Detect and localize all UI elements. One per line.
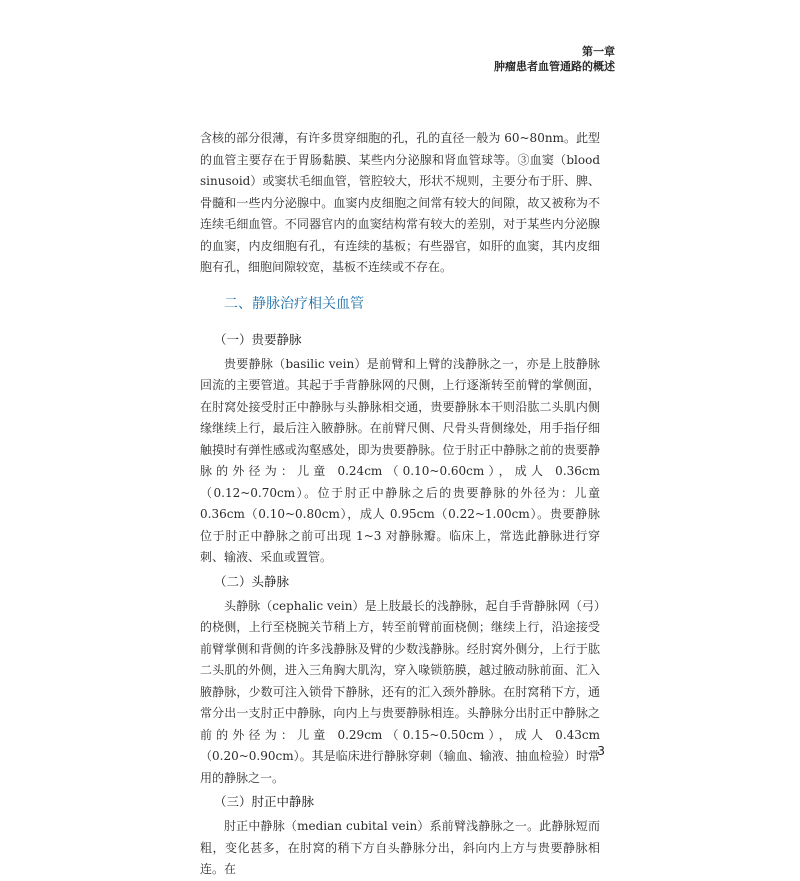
- chapter-label: 第一章: [582, 45, 615, 58]
- section-heading: 二、静脉治疗相关血管: [224, 295, 364, 312]
- subsection-heading-basilic-vein: （一）贵要静脉: [214, 331, 302, 347]
- cephalic-vein-paragraph: 头静脉（cephalic vein）是上肢最长的浅静脉，起自手背静脉网（弓）的桡侧，上行至桡腕关节稍上方，转至前臂前面桡侧；继续上行，沿途接受前臂掌侧和背侧的许多浅静脉及臂的少数浅静脉。经肘窝外侧分，上行于肱二头肌的外侧，进入三角胸大肌沟，穿入喙锁筋膜，越过腋动脉前面、汇入腋静脉，少数可注入锁骨下静脉，还有的汇入颈外静脉。在肘窝稍下方，通常分出一支肘正中静脉，向内上与贵要静脉相连。头静脉分出肘正中静脉之前的外径为：儿童 0.29cm（0.15~0.50cm），成人 0.43cm（0.20~0.90cm）。其是临床进行静脉穿刺（输血、输液、抽血检验）时常用的静脉之一。: [200, 598, 600, 785]
- basilic-vein-paragraph: 贵要静脉（basilic vein）是前臂和上臂的浅静脉之一，亦是上肢静脉回流的主要管道。其起于手背静脉网的尺侧，上行逐渐转至前臂的掌侧面，在肘窝处接受肘正中静脉与头静脉相交通，贵要静脉本干则沿肱二头肌内侧缘继续上行，最后注入腋静脉。在前臂尺侧、尺骨头背侧缘处，用手指仔细触摸时有弹性感或沟壑感处，即为贵要静脉。位于肘正中静脉之前的贵要静脉的外径为：儿童 0.24cm（0.10~0.60cm），成人 0.36cm（0.12~0.70cm）。位于肘正中静脉之后的贵要静脉的外径为：儿童 0.36cm（0.10~0.80cm），成人 0.95cm（0.22~1.00cm）。贵要静脉位于肘正中静脉之前可出现 1~3 对静脉瓣。临床上，常选此静脉进行穿刺、输液、采血或置管。: [200, 356, 600, 564]
- page-body: [200, 128, 600, 881]
- page-number: 3: [597, 744, 605, 758]
- running-header: [494, 44, 615, 74]
- subsection-heading-cephalic-vein: （二）头静脉: [214, 573, 290, 589]
- intro-paragraph: 含核的部分很薄，有许多贯穿细胞的孔，孔的直径一般为 60~80nm。此型的血管主要存在于胃肠黏膜、某些内分泌腺和肾血管球等。③血窦（blood sinusoid）或窦状毛细血管，管腔较大，形状不规则，主要分布于肝、脾、骨髓和一些内分泌腺中。血窦内皮细胞之间常有较大的间隙，故又被称为不连续毛细血管。不同器官内的血窦结构常有较大的差别，对于某些内分泌腺的血窦，内皮细胞有孔，有连续的基板；有些器官，如肝的血窦，其内皮细胞有孔，细胞间隙较宽，基板不连续或不存在。: [200, 131, 600, 274]
- subsection-heading-median-cubital-vein: （三）肘正中静脉: [214, 794, 315, 809]
- median-cubital-vein-paragraph: 肘正中静脉（median cubital vein）系前臂浅静脉之一。此静脉短而粗，变化甚多，在肘窝的稍下方自头静脉分出，斜向内上方与贵要静脉相连。在: [200, 819, 600, 876]
- chapter-title: 肿瘤患者血管通路的概述: [494, 60, 615, 73]
